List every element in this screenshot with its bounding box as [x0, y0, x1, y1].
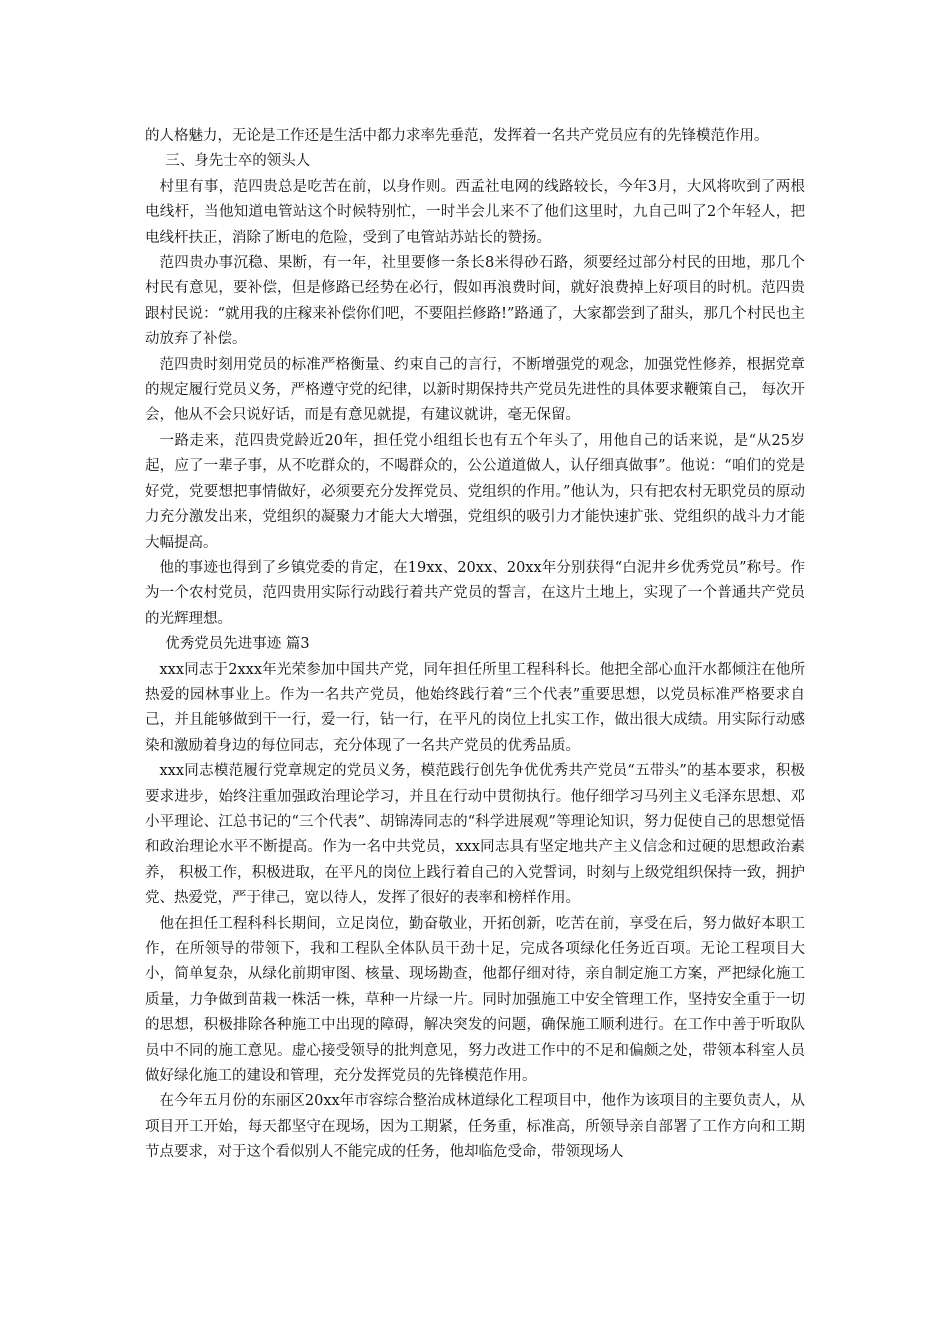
paragraph: 他的事迹也得到了乡镇党委的肯定，在19xx、20xx、20xx年分别获得“白泥井乡优秀党员”称号。作为一个农村党员，范四贵用实际行动践行着共产党员的誓言，在这片土地上，实现了一个普通共产党员的光辉理想。 — [145, 559, 805, 627]
paragraph-continuation: 的人格魅力，无论是工作还是生活中都力求率先垂范，发挥着一名共产党员应有的先锋模范作用。 — [145, 128, 769, 144]
paragraph: xxx同志模范履行党章规定的党员义务，模范践行创先争优优秀共产党员“五带头”的基本要求，积极要求进步，始终注重加强政治理论学习，并且在行动中贯彻执行。他仔细学习马列主义毛泽东思想、邓小平理论、江总书记的“三个代表”、胡锦涛同志的“科学进展观”等理论知识，努力促使自己的思想觉悟和政治理论水平不断提高。作为一名中共党员，xxx同志具有坚定地共产主义信念和过硬的思想政治素养， 积极工作，积极进取，在平凡的岗位上践行着自己的入党誓词，时刻与上级党组织保持一致，拥护党、热爱党，严于律己，宽以待人，发挥了很好的表率和榜样作用。 — [145, 763, 805, 907]
paragraph: 一路走来，范四贵党龄近20年，担任党小组组长也有五个年头了，用他自己的话来说，是“从25岁起，应了一辈子事，从不吃群众的，不喝群众的，公公道道做人，认仔细真做事”。他说：“咱们的党是好党，党要想把事情做好，必须要充分发挥党员、党组织的作用。”他认为，只有把农村无职党员的原动力充分激发出来，党组织的凝聚力才能大大增强，党组织的吸引力才能快速扩张、党组织的战斗力才能大幅提高。 — [145, 432, 805, 551]
paragraph: 他在担任工程科科长期间，立足岗位，勤奋敬业，开拓创新，吃苦在前，享受在后，努力做好本职工作，在所领导的带领下，我和工程队全体队员干劲十足，完成各项绿化任务近百项。无论工程项目大小，简单复杂，从绿化前期审图、核量、现场勘查，他都仔细对待，亲自制定施工方案，严把绿化施工质量，力争做到苗栽一株活一株，草种一片绿一片。同时加强施工中安全管理工作，坚持安全重于一切的思想，积极排除各种施工中出现的障碍，解决突发的问题，确保施工顺利进行。在工作中善于听取队员中不同的施工意见。虚心接受领导的批判意见，努力改进工作中的不足和偏颇之处，带领本科室人员做好绿化施工的建设和管理，充分发挥党员的先锋模范作用。 — [145, 915, 805, 1085]
document-body — [145, 124, 805, 1166]
article-title: 优秀党员先进事迹 篇3 — [165, 636, 310, 653]
paragraph: xxx同志于2xxx年光荣参加中国共产党，同年担任所里工程科科长。他把全部心血汗水都倾注在他所热爱的园林事业上。作为一名共产党员，他始终践行着“三个代表”重要思想，以党员标准严格要求自己，并且能够做到干一行，爱一行，钻一行，在平凡的岗位上扎实工作，做出很大成绩。用实际行动感染和激励着身边的每位同志，充分体现了一名共产党员的优秀品质。 — [145, 661, 805, 754]
paragraph: 在今年五月份的东丽区20xx年市容综合整治成林道绿化工程项目中，他作为该项目的主要负责人，从项目开工开始，每天都坚守在现场，因为工期紧，任务重，标准高，所领导亲自部署了工作方向和工期节点要求，对于这个看似别人不能完成的任务，他却临危受命，带领现场人 — [145, 1093, 805, 1161]
paragraph: 范四贵时刻用党员的标准严格衡量、约束自己的言行，不断增强党的观念，加强党性修养，根据党章的规定履行党员义务，严格遵守党的纪律，以新时期保持共产党员先进性的具体要求鞭策自己， 每次开会，他从不会只说好话，而是有意见就提，有建议就讲，毫无保留。 — [145, 356, 805, 424]
paragraph: 村里有事，范四贵总是吃苦在前，以身作则。西孟社电网的线路较长，今年3月，大风将吹到了两根电线杆，当他知道电管站这个时候特别忙，一时半会儿来不了他们这里时，九自己叫了2个年轻人，把电线杆扶正，消除了断电的危险，受到了电管站苏站长的赞扬。 — [145, 178, 805, 246]
section-heading: 三、身先士卒的领头人 — [165, 153, 311, 170]
paragraph: 范四贵办事沉稳、果断，有一年，社里要修一条长8米得砂石路，须要经过部分村民的田地，那几个村民有意见，要补偿，但是修路已经势在必行，假如再浪费时间，就好浪费掉上好项目的时机。范四贵跟村民说：“就用我的庄稼来补偿你们吧，不要阻拦修路!”路通了，大家都尝到了甜头，那几个村民也主动放弃了补偿。 — [145, 255, 805, 348]
